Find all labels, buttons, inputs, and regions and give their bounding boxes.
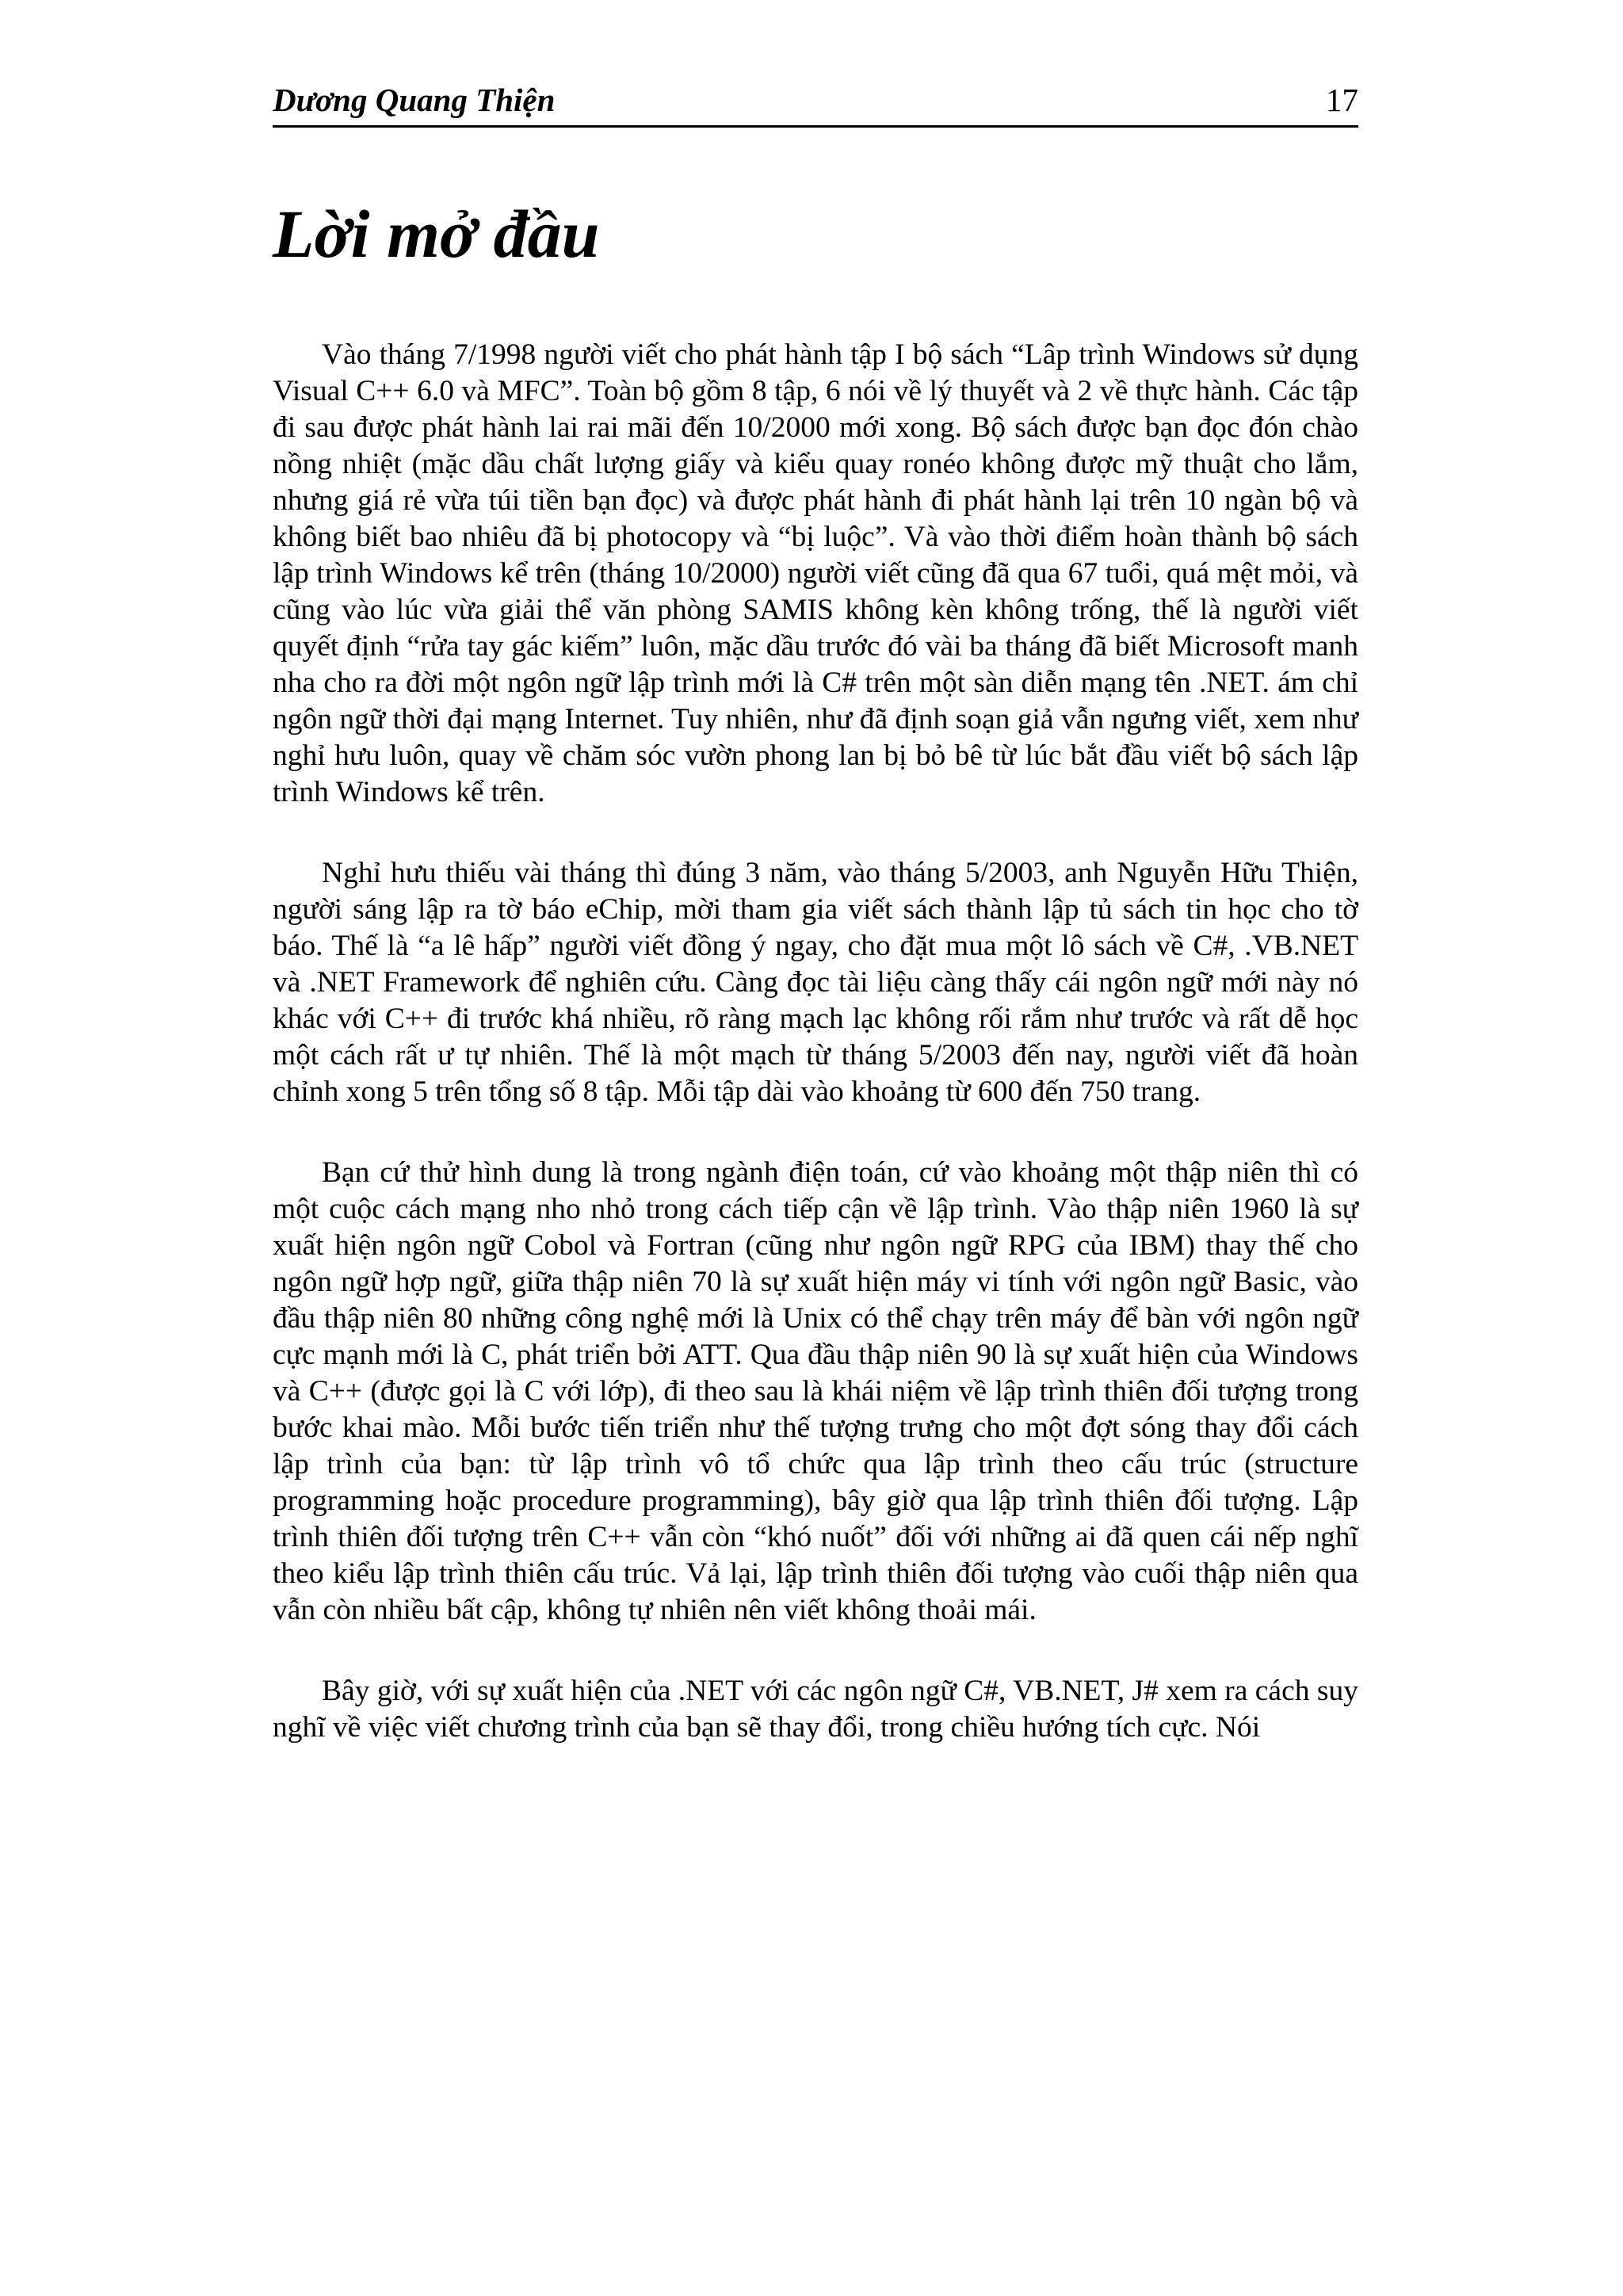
running-header xyxy=(273,78,1358,128)
paragraph-4: Bây giờ, với sự xuất hiện của .NET với các ngôn ngữ C#, VB.NET, J# xem ra cách suy nghĩ về việc viết chương trình của bạn sẽ thay đổi, trong chiều hướng tích cực. Nói xyxy=(273,1675,1358,1744)
chapter-title: Lời mở đầu xyxy=(273,196,600,272)
page-number: 17 xyxy=(1326,82,1358,118)
paragraph-3: Bạn cứ thử hình dung là trong ngành điện toán, cứ vào khoảng một thập niên thì có một cuộc cách mạng nho nhỏ trong cách tiếp cận về lập trình. Vào thập niên 1960 là sự xuất hiện ngôn ngữ Cobol và Fortran (cũng như ngôn ngữ RPG của IBM) thay thế cho ngôn ngữ hợp ngữ, giữa thập niên 70 là sự xuất hiện máy vi tính với ngôn ngữ Basic, vào đầu thập niên 80 những công nghệ mới là Unix có thể chạy trên máy để bàn với ngôn ngữ cực mạnh mới là C, phát triển bởi ATT. Qua đầu thập niên 90 là sự xuất hiện của Windows và C++ (được gọi là C với lớp), đi theo sau là khái niệm về lập trình thiên đối tượng trong bước khai mào. Mỗi bước tiến triển như thế tượng trưng cho một đợt sóng thay đổi cách lập trình của bạn: từ lập trình vô tổ chức qua lập trình theo cấu trúc (structure programming hoặc procedure programming), bây giờ qua lập trình thiên đối tượng. Lập trình thiên đối tượng trên C++ vẫn còn “khó nuốt” đối với những ai đã quen cái nếp nghĩ theo kiểu lập trình thiên cấu trúc. Vả lại, lập trình thiên đối tượng vào cuối thập niên qua vẫn còn nhiều bất cập, không tự nhiên nên viết không thoải mái. xyxy=(273,1156,1358,1626)
paragraph-2: Nghỉ hưu thiếu vài tháng thì đúng 3 năm, vào tháng 5/2003, anh Nguyễn Hữu Thiện, người sáng lập ra tờ báo eChip, mời tham gia viết sách thành lập tủ sách tin học cho tờ báo. Thế là “a lê hấp” người viết đồng ý ngay, cho đặt mua một lô sách về C#, .VB.NET và .NET Framework để nghiên cứu. Càng đọc tài liệu càng thấy cái ngôn ngữ mới này nó khác với C++ đi trước khá nhiều, rõ ràng mạch lạc không rối rắm như trước và rất dễ học một cách rất ư tự nhiên. Thế là một mạch từ tháng 5/2003 đến nay, người viết đã hoàn chỉnh xong 5 trên tổng số 8 tập. Mỗi tập dài vào khoảng từ 600 đến 750 trang. xyxy=(273,857,1358,1108)
header-author: Dương Quang Thiện xyxy=(273,82,556,118)
body-text xyxy=(273,337,1358,1790)
paragraph-1: Vào tháng 7/1998 người viết cho phát hành tập I bộ sách “Lâp trình Windows sử dụng Visual C++ 6.0 và MFC”. Toàn bộ gồm 8 tập, 6 nói về lý thuyết và 2 về thực hành. Các tập đi sau được phát hành lai rai mãi đến 10/2000 mới xong. Bộ sách được bạn đọc đón chào nồng nhiệt (mặc dầu chất lượng giấy và kiểu quay ronéo không được mỹ thuật cho lắm, nhưng giá rẻ vừa túi tiền bạn đọc) và được phát hành đi phát hành lại trên 10 ngàn bộ và không biết bao nhiêu đã bị photocopy và “bị luộc”. Và vào thời điểm hoàn thành bộ sách lập trình Windows kể trên (tháng 10/2000) người viết cũng đã qua 67 tuổi, quá mệt mỏi, và cũng vào lúc vừa giải thể văn phòng SAMIS không kèn không trống, thế là người viết quyết định “rửa tay gác kiếm” luôn, mặc dầu trước đó vài ba tháng đã biết Microsoft manh nha cho ra đời một ngôn ngữ lập trình mới là C# trên một sàn diễn mạng tên .NET. ám chỉ ngôn ngữ thời đại mạng Internet. Tuy nhiên, như đã định soạn giả vẫn ngưng viết, xem như nghỉ hưu luôn, quay về chăm sóc vườn phong lan bị bỏ bê từ lúc bắt đầu viết bộ sách lập trình Windows kể trên. xyxy=(273,338,1358,808)
